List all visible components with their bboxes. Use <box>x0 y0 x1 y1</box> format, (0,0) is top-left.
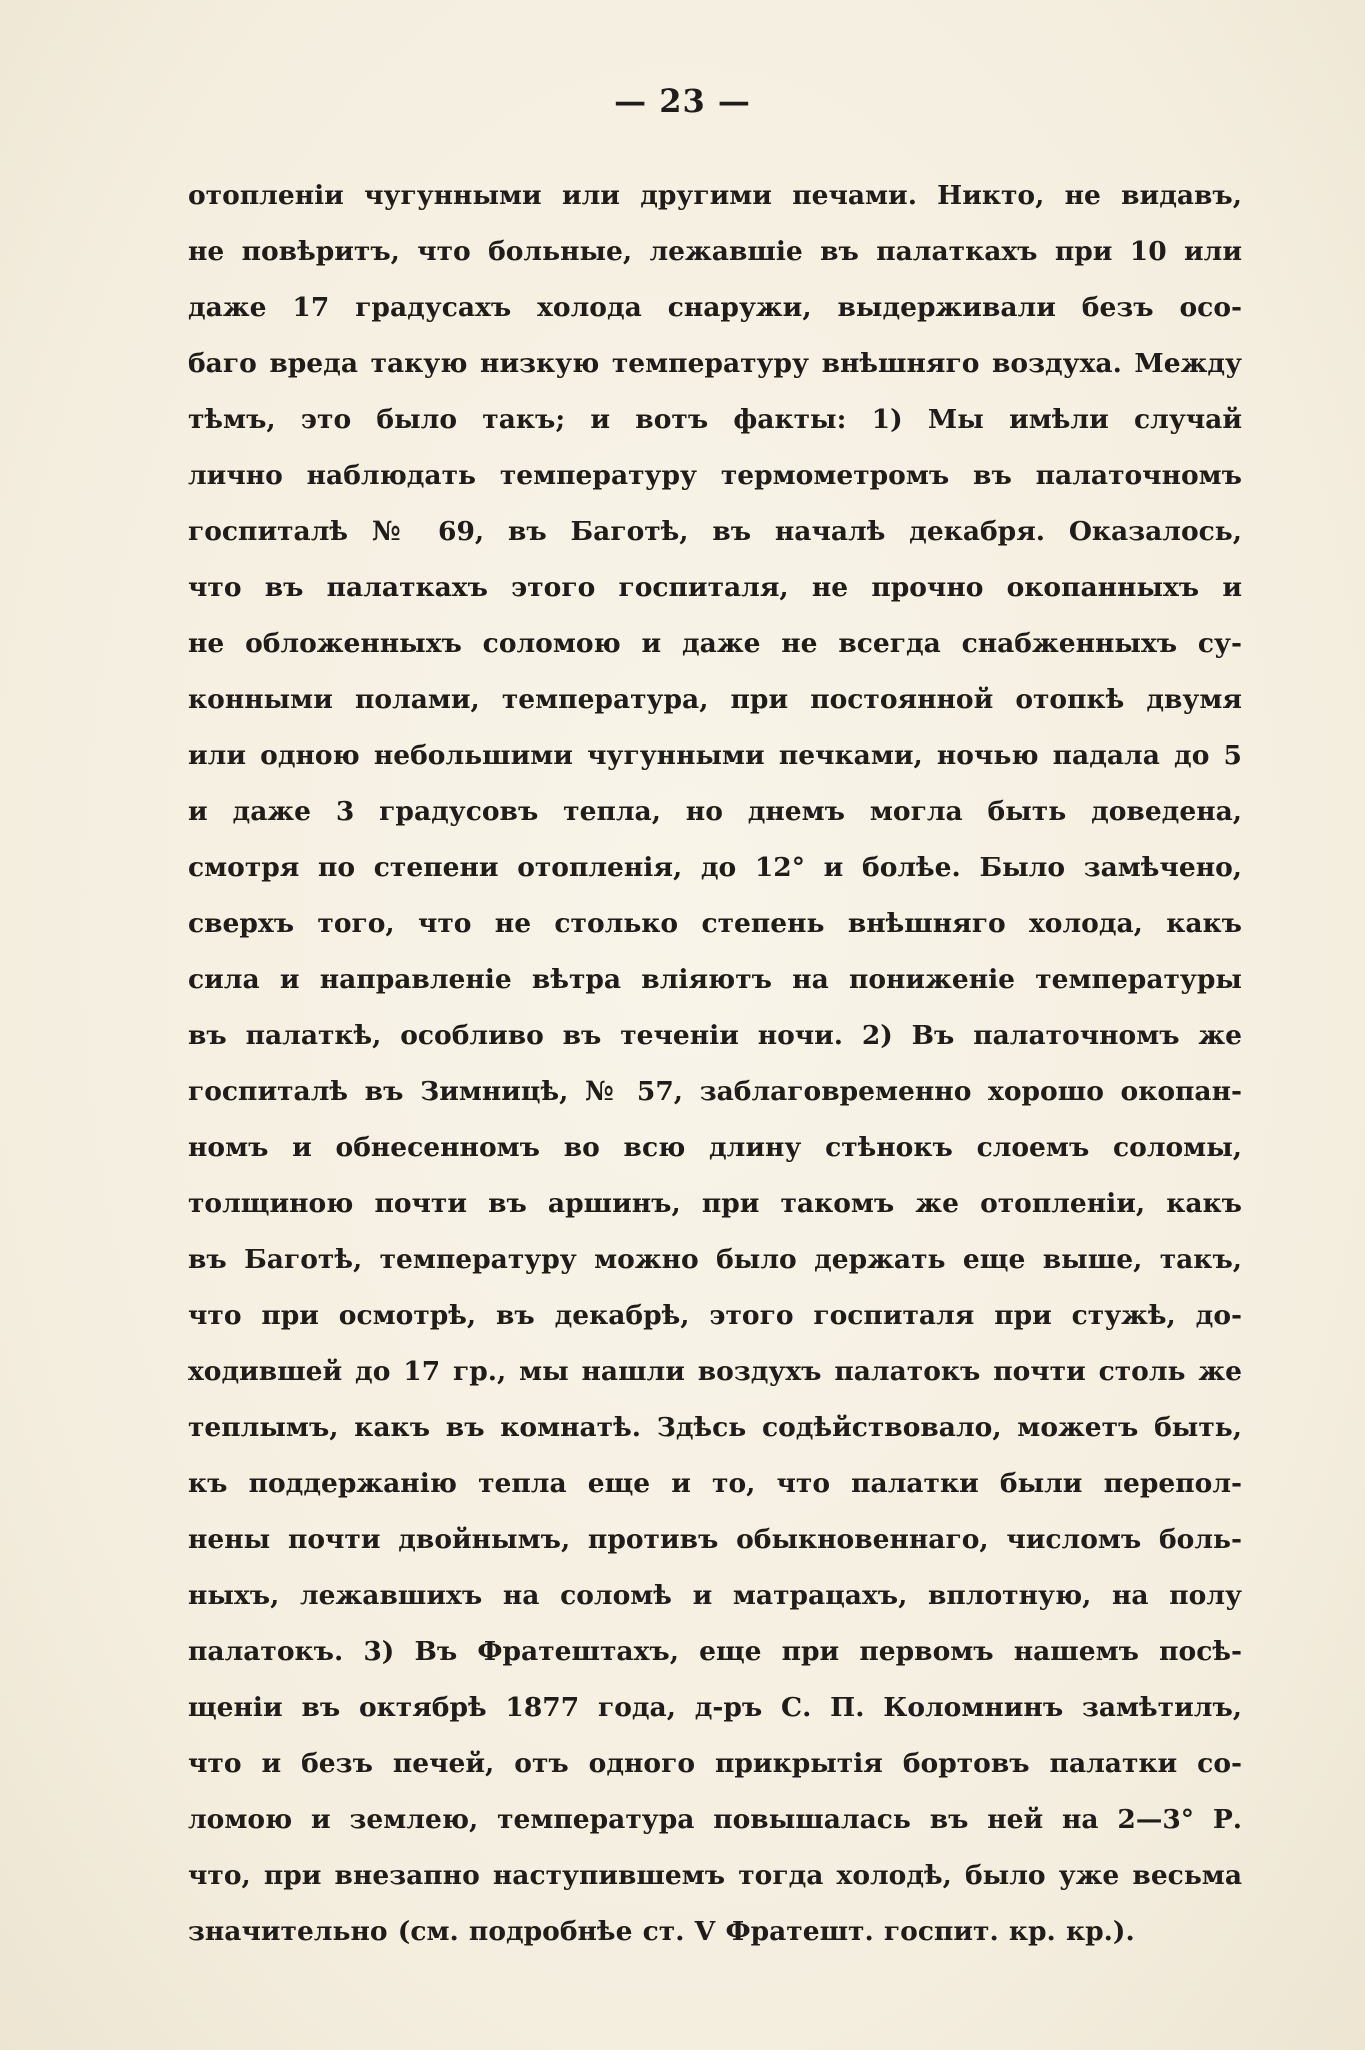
text-line: теплымъ, какъ въ комнатѣ. Здѣсь содѣйствовало, можетъ быть, <box>188 1412 1242 1443</box>
text-line: значительно (см. подробнѣе ст. V Фратешт. госпит. кр. кр.). <box>188 1916 1135 1947</box>
text-line: толщиною почти въ аршинъ, при такомъ же отопленіи, какъ <box>188 1188 1242 1219</box>
text-line: что и безъ печей, отъ одного прикрытія бортовъ палатки со- <box>188 1748 1242 1779</box>
body-text <box>188 168 1242 1960</box>
text-line: что при осмотрѣ, въ декабрѣ, этого госпиталя при стужѣ, до- <box>188 1300 1242 1331</box>
text-line: и даже 3 градусовъ тепла, но днемъ могла быть доведена, <box>188 796 1242 827</box>
text-line: госпиталѣ въ Зимницѣ, № 57, заблаговременно хорошо окопан- <box>188 1076 1242 1107</box>
text-line: баго вреда такую низкую температуру внѣшняго воздуха. Между <box>188 348 1242 379</box>
text-line: смотря по степени отопленія, до 12° и болѣе. Было замѣчено, <box>188 852 1242 883</box>
page-number: — 23 — <box>614 82 751 120</box>
text-line: не обложенныхъ соломою и даже не всегда снабженныхъ су- <box>188 628 1242 659</box>
text-line: къ поддержанію тепла еще и то, что палатки были перепол- <box>188 1468 1242 1499</box>
text-line: номъ и обнесенномъ во всю длину стѣнокъ слоемъ соломы, <box>188 1132 1242 1163</box>
text-line: сверхъ того, что не столько степень внѣшняго холода, какъ <box>188 908 1242 939</box>
text-line: палатокъ. 3) Въ Фратештахъ, еще при первомъ нашемъ посѣ- <box>188 1636 1242 1667</box>
text-line: что въ палаткахъ этого госпиталя, не прочно окопанныхъ и <box>188 572 1242 603</box>
text-line: въ палаткѣ, особливо въ теченіи ночи. 2) Въ палаточномъ же <box>188 1020 1242 1051</box>
text-line: отопленіи чугунными или другими печами. Никто, не видавъ, <box>188 180 1242 211</box>
text-line: ломою и землею, температура повышалась въ ней на 2—3° Р. <box>188 1804 1242 1835</box>
text-line: нены почти двойнымъ, противъ обыкновеннаго, числомъ боль- <box>188 1524 1242 1555</box>
text-line: тѣмъ, это было такъ; и вотъ факты: 1) Мы имѣли случай <box>188 404 1242 435</box>
text-line: лично наблюдать температуру термометромъ въ палаточномъ <box>188 460 1242 491</box>
text-line: не повѣритъ, что больные, лежавшіе въ палаткахъ при 10 или <box>188 236 1242 267</box>
text-line: ходившей до 17 гр., мы нашли воздухъ палатокъ почти столь же <box>188 1356 1242 1387</box>
text-line: что, при внезапно наступившемъ тогда холодѣ, было уже весьма <box>188 1860 1242 1891</box>
text-line: въ Баготѣ, температуру можно было держать еще выше, такъ, <box>188 1244 1242 1275</box>
text-line: конными полами, температура, при постоянной отопкѣ двумя <box>188 684 1242 715</box>
text-line: сила и направленіе вѣтра вліяютъ на пониженіе температуры <box>188 964 1242 995</box>
text-line: госпиталѣ № 69, въ Баготѣ, въ началѣ декабря. Оказалось, <box>188 516 1242 547</box>
text-line: даже 17 градусахъ холода снаружи, выдерживали безъ осо- <box>188 292 1242 323</box>
text-line: ныхъ, лежавшихъ на соломѣ и матрацахъ, вплотную, на полу <box>188 1580 1242 1611</box>
text-line: или одною небольшими чугунными печками, ночью падала до 5 <box>188 740 1242 771</box>
text-line: щеніи въ октябрѣ 1877 года, д-ръ С. П. Коломнинъ замѣтилъ, <box>188 1692 1242 1723</box>
